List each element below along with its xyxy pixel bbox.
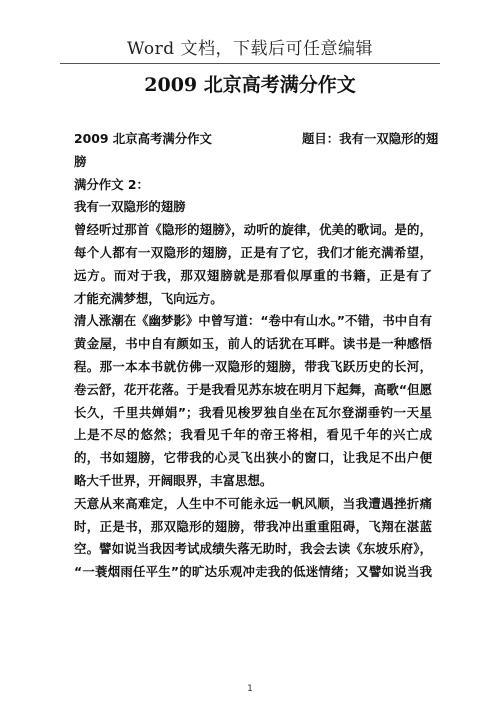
header-rule [60,63,440,64]
paragraph-line: 黄金屋，书中自有颜如玉，前人的话犹在耳畔。读书是一种感悟 [74,336,432,352]
paragraph-line: 每个人都有一双隐形的翅膀，正是有了它，我们才能充满希望， [74,244,432,260]
paragraph-line: 略大千世界，开阔眼界，丰富思想。 [74,472,273,488]
paragraph-line: 卷云舒，花开花落。于是我看见苏东坡在明月下起舞，高歌“但愿 [74,381,432,397]
document-body [74,128,439,584]
paragraph-line: 远方。而对于我，那双翅膀就是那看似厚重的书籍，正是有了 [74,267,432,283]
paragraph-line: 长久，千里共婵娟”；我看见梭罗独自坐在瓦尔登湖垂钓一天星 [74,404,432,420]
paragraph-line: 的，书如翅膀，它带我的心灵飞出狭小的窗口，让我足不出户便 [74,450,432,466]
intro-right: 题目：我有一双隐形的翅 [302,131,439,146]
paragraph-line: 才能充满梦想，飞向远方。 [74,290,223,306]
intro-left: 2009 北京高考满分作文 [74,131,212,146]
paragraph-line: 清人涨潮在《幽梦影》中曾写道：“卷中有山水。”不错，书中自有 [74,313,432,329]
paragraph-line: 天意从来高难定，人生中不可能永远一帆风顺，当我遭遇挫折痛 [74,495,432,511]
page-header: Word 文档，下载后可任意编辑 [127,39,373,59]
paragraph-line: 时，正是书，那双隐形的翅膀，带我冲出重重阻碍，飞翔在湛蓝 [74,518,432,534]
paragraph-line: 上是不尽的悠然；我看见千年的帝王将相，看见千年的兴亡成 [74,427,432,443]
paragraph-line: 曾经听过那首《隐形的翅膀》，动听的旋律，优美的歌词。是的， [74,222,432,238]
paragraph-line: 程。那一本本书就仿佛一双隐形的翅膀，带我飞跃历史的长河， [74,358,432,374]
intro-line [74,128,439,151]
essay-title: 我有一双隐形的翅膀 [74,199,186,215]
subheading: 满分作文 2： [74,176,149,192]
intro-continuation: 膀 [74,153,87,169]
paragraph-line: 空。譬如说当我因考试成绩失落无助时，我会去读《东坡乐府》， [74,541,432,557]
document-title: 2009 北京高考满分作文 [144,74,356,96]
page-number: 1 [247,684,253,694]
paragraph-line: “一蓑烟雨任平生”的旷达乐观冲走我的低迷情绪；又譬如说当我 [74,564,432,580]
